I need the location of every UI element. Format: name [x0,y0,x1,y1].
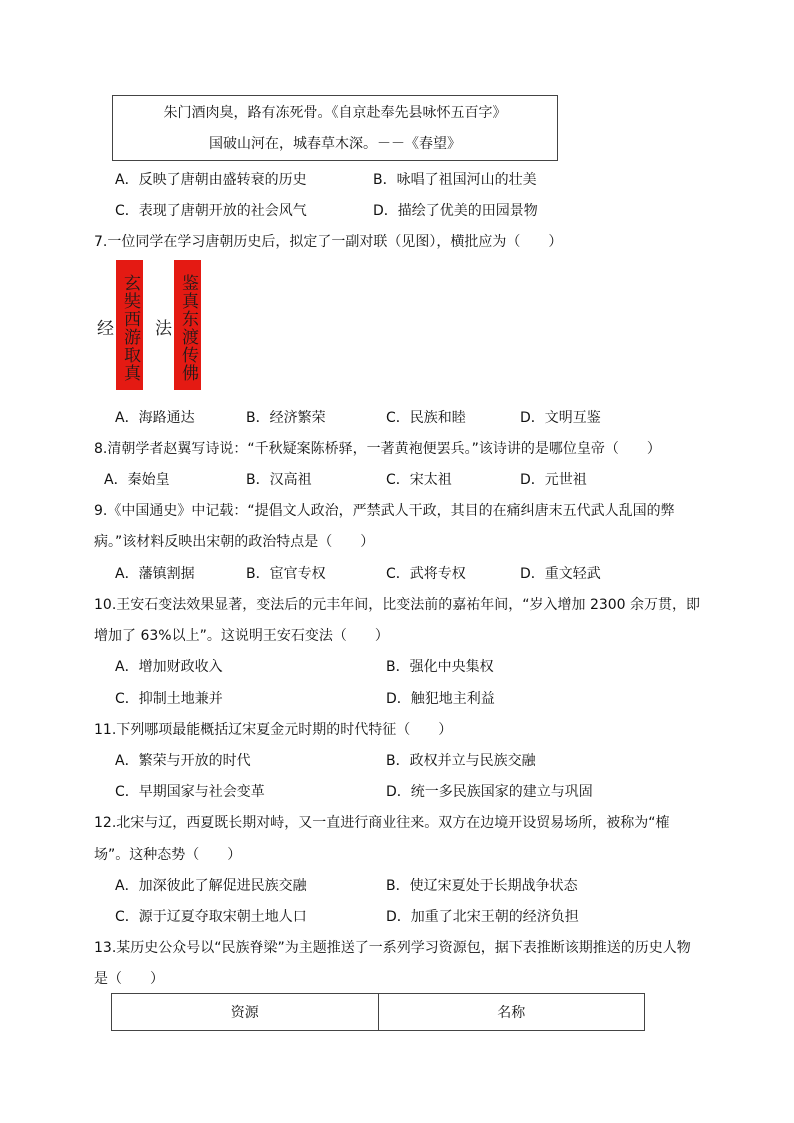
q10-stem-line-2: 增加了 63%以上”。这说明王安石变法（ ） [94,628,389,644]
q12-option-b[interactable]: B．使辽宋夏处于长期战争状态 [386,878,578,894]
q11-option-c[interactable]: C．早期国家与社会变革 [115,784,265,800]
q12-stem-line-1: 12.北宋与辽，西夏既长期对峙，又一直进行商业往来。双方在边境开设贸易场所，被称为“榷 [94,815,670,831]
q10-option-b[interactable]: B．强化中央集权 [386,659,494,675]
q9-option-a[interactable]: A．藩镇割据 [115,566,195,582]
q6-option-c[interactable]: C．表现了唐朝开放的社会风气 [115,203,307,219]
couplet-right-text: 鉴真东渡传佛法 [151,274,198,382]
q10-stem-line-1: 10.王安石变法效果显著，变法后的元丰年间，比变法前的嘉祐年间，“岁入增加 2300 余万贯，即 [94,597,701,613]
q7-option-b[interactable]: B．经济繁荣 [246,410,326,426]
q12-option-d[interactable]: D．加重了北宋王朝的经济负担 [386,909,579,925]
q7-option-a[interactable]: A．海路通达 [115,410,195,426]
q10-option-d[interactable]: D．触犯地主利益 [386,691,495,707]
q9-stem-line-1: 9.《中国通史》中记载：“提倡文人政治，严禁武人干政，其目的在痛纠唐末五代武人乱国的弊 [94,503,675,519]
q13-stem-line-1: 13.某历史公众号以“民族脊梁”为主题推送了一系列学习资源包，据下表推断该期推送的历史人物 [94,940,691,956]
q10-option-c[interactable]: C．抑制土地兼并 [115,691,223,707]
table-header-name: 名称 [378,994,645,1031]
q8-option-a[interactable]: A．秦始皇 [104,472,170,488]
q8-option-c[interactable]: C．宋太祖 [386,472,452,488]
q9-option-c[interactable]: C．武将专权 [386,566,466,582]
poem-box [112,95,558,161]
q12-option-a[interactable]: A．加深彼此了解促进民族交融 [115,878,307,894]
couplet-right [151,260,201,390]
q9-option-d[interactable]: D．重文轻武 [520,566,601,582]
q8-option-b[interactable]: B．汉高祖 [246,472,312,488]
q11-stem: 11.下列哪项最能概括辽宋夏金元时期的时代特征（ ） [94,722,453,738]
q13-stem-line-2: 是（ ） [94,971,164,987]
q9-stem-line-2: 病。”该材料反映出宋朝的政治特点是（ ） [94,534,375,550]
q6-option-b[interactable]: B．咏唱了祖国河山的壮美 [373,172,537,188]
table-header-row [112,994,645,1031]
q7-option-c[interactable]: C．民族和睦 [386,410,466,426]
q11-option-a[interactable]: A．繁荣与开放的时代 [115,753,251,769]
q7-option-d[interactable]: D．文明互鉴 [520,410,601,426]
q11-option-d[interactable]: D．统一多民族国家的建立与巩固 [386,784,593,800]
q6-option-a[interactable]: A．反映了唐朝由盛转衰的历史 [115,172,307,188]
q10-option-a[interactable]: A．增加财政收入 [115,659,223,675]
couplet-left-text: 玄奘西游取真经 [93,274,140,382]
q12-stem-line-2: 场”。这种态势（ ） [94,847,242,863]
q8-option-d[interactable]: D．元世祖 [520,472,587,488]
q8-stem: 8.清朝学者赵翼写诗说：“千秋疑案陈桥驿，一著黄袍便罢兵。”该诗讲的是哪位皇帝（ ） [94,441,661,457]
q6-option-d[interactable]: D．描绘了优美的田园景物 [373,203,538,219]
table-header-resource: 资源 [112,994,379,1031]
couplet-left [93,260,143,390]
q11-option-b[interactable]: B．政权并立与民族交融 [386,753,536,769]
q7-stem: 7.一位同学在学习唐朝历史后，拟定了一副对联（见图），横批应为（ ） [94,234,563,250]
poem-line-2: 国破山河在，城春草木深。－－《春望》 [209,136,461,152]
q12-option-c[interactable]: C．源于辽夏夺取宋朝土地人口 [115,909,307,925]
q9-option-b[interactable]: B．宦官专权 [246,566,326,582]
poem-line-1: 朱门酒肉臭，路有冻死骨。《自京赴奉先县咏怀五百字》 [163,105,507,121]
resource-table [111,993,645,1031]
